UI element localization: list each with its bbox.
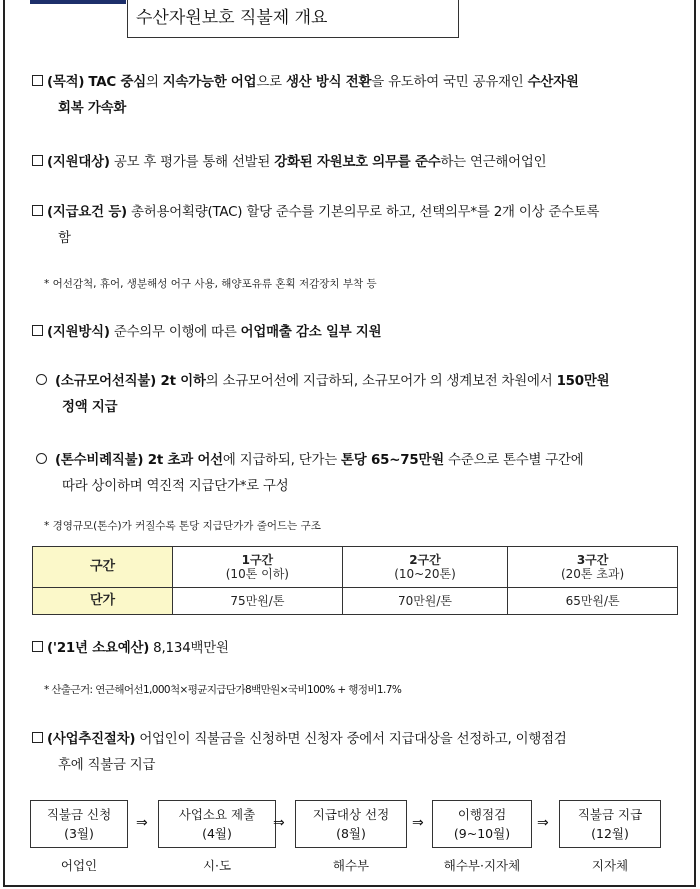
square-bullet-icon xyxy=(32,205,43,216)
right-arrow-icon: ⇒ xyxy=(273,815,285,831)
table-row-header: 구간 xyxy=(33,547,173,588)
step-actor-label: 어업인 xyxy=(60,858,98,873)
table-cell: 65만원/톤 xyxy=(508,588,678,615)
step-box-select: 지급대상 선정 (8월) xyxy=(295,800,407,848)
square-bullet-icon xyxy=(32,75,43,86)
right-arrow-icon: ⇒ xyxy=(136,815,148,831)
requirement-paragraph: (지급요건 등) 총허용어획량(TAC) 할당 준수를 기본의무로 하고, 선택의무*를 2개 이상 준수토록 함 xyxy=(32,200,662,252)
tonnage-paragraph: (톤수비례직불) 2t 초과 어선에 지급하되, 단가는 톤당 65~75만원 수준으로 톤수별 구간에 따라 상이하며 역진적 지급단가*로 구성 xyxy=(36,448,666,500)
table-cell: 2구간 (10~20톤) xyxy=(342,547,507,588)
tonnage-continuation: 따라 상이하며 역진적 지급단가*로 구성 xyxy=(62,479,289,494)
square-bullet-icon xyxy=(32,641,43,652)
requirement-continuation: 함 xyxy=(58,231,71,246)
square-bullet-icon xyxy=(32,732,43,743)
header-accent-bar xyxy=(30,0,126,4)
circle-bullet-icon xyxy=(36,453,47,464)
step-box-apply: 직불금 신청 (3월) xyxy=(30,800,128,848)
square-bullet-icon xyxy=(32,325,43,336)
square-bullet-icon xyxy=(32,155,43,166)
budget-paragraph: ('21년 소요예산) 8,134백만원 xyxy=(32,636,662,662)
step-actor-label: 지자체 xyxy=(591,858,629,873)
right-arrow-icon: ⇒ xyxy=(412,815,424,831)
page-title: 수산자원보호 직불제 개요 xyxy=(127,0,459,38)
step-box-inspect: 이행점검 (9~10월) xyxy=(432,800,532,848)
small-boat-continuation: 정액 지급 xyxy=(62,400,118,415)
purpose-paragraph: (목적) TAC 중심의 지속가능한 어업으로 생산 방식 전환을 유도하여 국민 공유재인 수산자원 회복 가속화 xyxy=(32,70,662,122)
table-row-header: 단가 xyxy=(33,588,173,615)
requirement-note: * 어선감척, 휴어, 생분해성 어구 사용, 해양포유류 혼획 저감장치 부착 등 xyxy=(44,278,377,290)
step-actor-label: 해수부·지자체 xyxy=(443,858,521,873)
method-paragraph: (지원방식) 준수의무 이행에 따른 어업매출 감소 일부 지원 xyxy=(32,320,662,346)
table-cell: 75만원/톤 xyxy=(173,588,343,615)
budget-note: * 산출근거: 연근해어선1,000척×평균지급단가8백만원×국비100% + 행정비1.7% xyxy=(44,684,402,696)
tonnage-note: * 경영규모(톤수)가 커질수록 톤당 지급단가가 줄어드는 구조 xyxy=(44,520,321,532)
step-box-pay: 직불금 지급 (12월) xyxy=(559,800,661,848)
small-boat-paragraph: (소규모어선직불) 2t 이하의 소규모어선에 지급하되, 소규모어가 의 생계보전 차원에서 150만원 정액 지급 xyxy=(36,369,666,421)
table-cell: 1구간 (10톤 이하) xyxy=(173,547,343,588)
right-arrow-icon: ⇒ xyxy=(537,815,549,831)
step-box-submit: 사업소요 제출 (4월) xyxy=(158,800,276,848)
table-cell: 3구간 (20톤 초과) xyxy=(508,547,678,588)
table-cell: 70만원/톤 xyxy=(342,588,507,615)
circle-bullet-icon xyxy=(36,374,47,385)
procedure-continuation: 후에 직불금 지급 xyxy=(58,758,156,773)
procedure-paragraph: (사업추진절차) 어업인이 직불금을 신청하면 신청자 중에서 지급대상을 선정하고, 이행점검 후에 직불금 지급 xyxy=(32,727,662,779)
purpose-continuation: 회복 가속화 xyxy=(58,101,127,116)
target-paragraph: (지원대상) 공모 후 평가를 통해 선발된 강화된 자원보호 의무를 준수하는 연근해어업인 xyxy=(32,150,662,176)
unit-price-table xyxy=(32,546,678,615)
step-actor-label: 시·도 xyxy=(202,858,232,873)
step-actor-label: 해수부 xyxy=(332,858,370,873)
